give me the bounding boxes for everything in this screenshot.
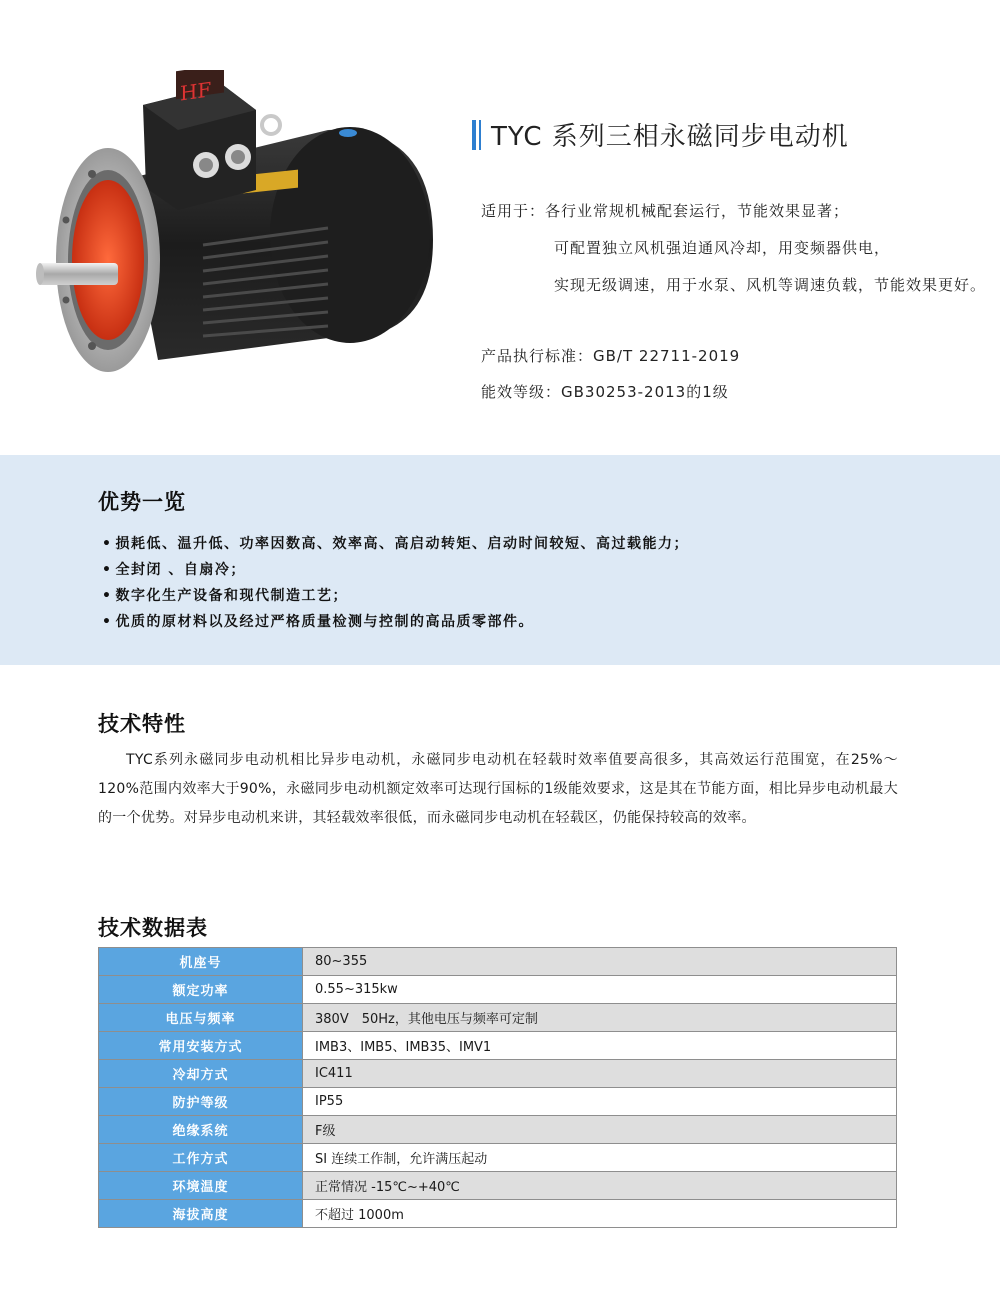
- row-key: 环境温度: [99, 1172, 303, 1200]
- standards-block: [481, 338, 740, 410]
- row-key: 冷却方式: [99, 1060, 303, 1088]
- efficiency-grade: 能效等级：GB30253-2013的1级: [481, 383, 729, 401]
- advantages-section: [0, 455, 1000, 665]
- title-accent-bar-thin: [479, 120, 481, 150]
- row-value: 0.55~315kw: [303, 976, 897, 1004]
- table-row: [99, 948, 897, 976]
- spec-table: [98, 947, 897, 1228]
- advantage-text: 全封闭 、自扇冷；: [115, 562, 246, 578]
- table-row: [99, 1116, 897, 1144]
- advantage-text: 数字化生产设备和现代制造工艺；: [115, 588, 348, 604]
- table-row: [99, 1060, 897, 1088]
- advantage-item: [102, 557, 689, 583]
- data-table-heading: 技术数据表: [98, 916, 208, 940]
- product-title: TYC 系列三相永磁同步电动机: [491, 122, 849, 152]
- row-value: 380V 50Hz，其他电压与频率可定制: [303, 1004, 897, 1032]
- advantage-text: 损耗低、温升低、功率因数高、效率高、高启动转矩、启动时间较短、高过载能力；: [115, 536, 689, 552]
- table-row: [99, 1144, 897, 1172]
- product-title-row: [472, 116, 849, 153]
- advantages-heading: 优势一览: [98, 490, 186, 514]
- row-key: 工作方式: [99, 1144, 303, 1172]
- tech-features-paragraph: TYC系列永磁同步电动机相比异步电动机，永磁同步电动机在轻载时效率值要高很多，其高效运行范围宽，在25%～120%范围内效率大于90%，永磁同步电动机额定效率可达现行国标的1级能效要求，这是其在节能方面，相比异步电动机最大的一个优势。对异步电动机来讲，其轻载效率很低，而永磁同步电动机在轻载区，仍能保持较高的效率。: [98, 752, 898, 826]
- row-value: SⅠ 连续工作制，允许满压起动: [303, 1144, 897, 1172]
- table-row: [99, 976, 897, 1004]
- table-row: [99, 1032, 897, 1060]
- bullet-icon: •: [102, 588, 113, 604]
- row-value: 80~355: [303, 948, 897, 976]
- usage-description: [481, 193, 986, 304]
- row-key: 海拔高度: [99, 1200, 303, 1228]
- row-value: 正常情况 -15℃~+40℃: [303, 1172, 897, 1200]
- table-row: [99, 1172, 897, 1200]
- row-key: 防护等级: [99, 1088, 303, 1116]
- row-key: 机座号: [99, 948, 303, 976]
- table-row: [99, 1200, 897, 1228]
- nameplate-logo: HF: [180, 77, 212, 106]
- row-value: IMB3、IMB5、IMB35、IMV1: [303, 1032, 897, 1060]
- advantage-item: [102, 609, 689, 635]
- row-key: 额定功率: [99, 976, 303, 1004]
- usage-line-2: 可配置独立风机强迫通风冷却，用变频器供电，: [554, 239, 891, 257]
- table-row: [99, 1004, 897, 1032]
- advantage-item: [102, 583, 689, 609]
- advantage-text: 优质的原材料以及经过严格质量检测与控制的高品质零部件。: [115, 614, 534, 630]
- row-key: 电压与频率: [99, 1004, 303, 1032]
- row-value: IC411: [303, 1060, 897, 1088]
- bullet-icon: •: [102, 562, 113, 578]
- row-key: 绝缘系统: [99, 1116, 303, 1144]
- tech-features-heading: 技术特性: [98, 712, 186, 736]
- advantage-item: [102, 531, 689, 557]
- usage-line-3: 实现无级调速，用于水泵、风机等调速负载，节能效果更好。: [554, 276, 987, 294]
- bullet-icon: •: [102, 614, 113, 630]
- motor-image: [28, 70, 448, 390]
- advantages-list: [102, 531, 689, 635]
- row-value: F级: [303, 1116, 897, 1144]
- title-accent-bar: [472, 120, 476, 150]
- row-key: 常用安装方式: [99, 1032, 303, 1060]
- table-row: [99, 1088, 897, 1116]
- bullet-icon: •: [102, 536, 113, 552]
- usage-line-1: 适用于：各行业常规机械配套运行，节能效果显著；: [481, 202, 850, 220]
- row-value: 不超过 1000m: [303, 1200, 897, 1228]
- row-value: IP55: [303, 1088, 897, 1116]
- electric-motor-icon: [28, 70, 448, 390]
- product-standard: 产品执行标准：GB/T 22711-2019: [481, 347, 741, 365]
